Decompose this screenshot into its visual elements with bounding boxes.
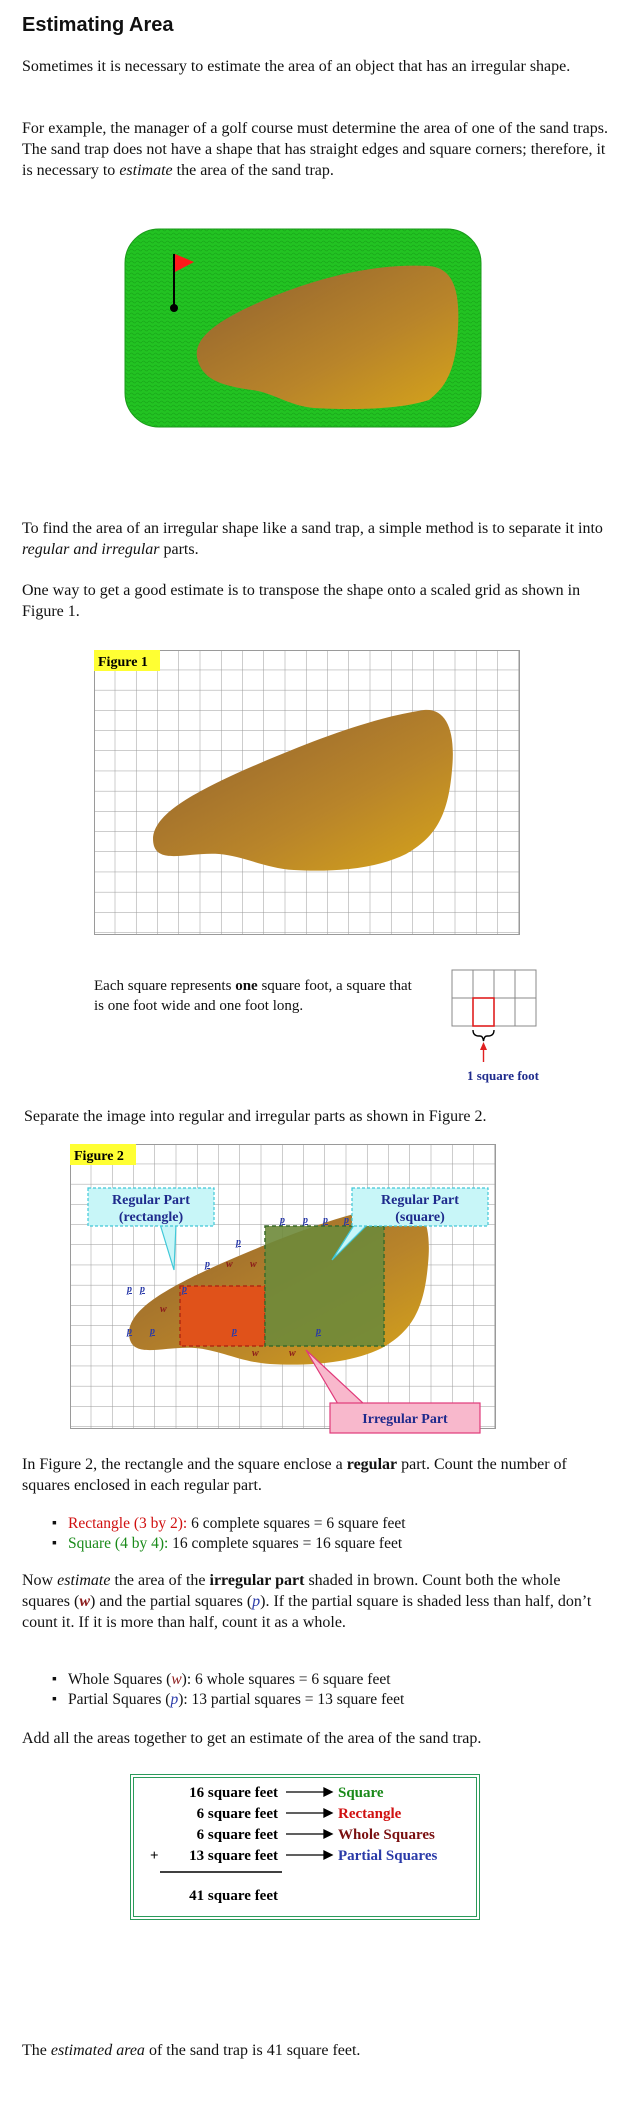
regular-item-rectangle: ▪ Rectangle (3 by 2): 6 complete squares = 6 square feet <box>68 1514 406 1534</box>
p-mark: p <box>182 1284 187 1295</box>
regular-rectangle <box>180 1286 265 1346</box>
arrow-up-icon <box>480 1042 487 1050</box>
p-mark: p <box>323 1215 328 1226</box>
regular-paragraph: In Figure 2, the rectangle and the square enclose a regular part. Count the number of squares enclosed in each regular part. <box>22 1456 567 1494</box>
callout-rectangle-line1: Regular Part <box>112 1193 190 1208</box>
example-paragraph: For example, the manager of a golf course must determine the area of one of the sand traps. The sand trap does not have a shape that has straight edges and square corners; therefore, it is necessary to estimate the area of the sand trap. <box>22 120 609 179</box>
sum-label-rectangle: Rectangle <box>338 1806 402 1822</box>
callout-square-line1: Regular Part <box>381 1193 459 1208</box>
sum-value-partial: 13 square feet <box>189 1848 278 1864</box>
callout-square-line2: (square) <box>395 1210 445 1225</box>
figure-2-label: Figure 2 <box>74 1149 124 1164</box>
callout-rectangle-line2: (rectangle) <box>118 1210 184 1225</box>
intro-paragraph: Sometimes it is necessary to estimate the area of an object that has an irregular shape. <box>22 58 571 75</box>
w-mark: w <box>289 1348 296 1359</box>
p-mark: p <box>150 1326 155 1337</box>
sum-value-whole: 6 square feet <box>196 1827 278 1843</box>
arrow-right-icon <box>324 1809 332 1817</box>
regular-item-square: ▪ Square (4 by 4): 16 complete squares = 16 square feet <box>68 1534 402 1554</box>
figure-1 <box>94 650 520 938</box>
w-mark: w <box>226 1259 233 1270</box>
sum-value-rectangle: 6 square feet <box>196 1806 278 1822</box>
highlighted-square <box>473 998 494 1026</box>
square-note: Each square represents one square foot, a square that is one foot wide and one foot long. <box>94 978 412 1014</box>
golf-course-illustration <box>124 228 482 428</box>
p-mark: p <box>127 1284 132 1295</box>
arrow-right-icon <box>324 1788 332 1796</box>
irregular-item-partial: ▪ Partial Squares (p): 13 partial squares = 13 square feet <box>68 1690 404 1710</box>
p-mark: p <box>236 1237 241 1248</box>
separate-paragraph: Separate the image into regular and irregular parts as shown in Figure 2. <box>24 1108 487 1125</box>
p-mark: p <box>303 1215 308 1226</box>
grid-intro-paragraph: One way to get a good estimate is to transpose the shape onto a scaled grid as shown in Figure 1. <box>22 582 581 620</box>
plus-sign: + <box>150 1848 159 1864</box>
arrow-right-icon <box>324 1851 332 1859</box>
p-mark: p <box>280 1215 285 1226</box>
conclusion-paragraph: The estimated area of the sand trap is 41 square feet. <box>22 2042 361 2059</box>
sum-label-whole: Whole Squares <box>338 1827 435 1843</box>
method-paragraph: To find the area of an irregular shape like a sand trap, a simple method is to separate it into regular and irregular parts. <box>22 520 603 558</box>
irregular-item-whole: ▪ Whole Squares (w): 6 whole squares = 6 square feet <box>68 1670 391 1690</box>
sum-table <box>130 1774 480 1920</box>
callout-irregular-label: Irregular Part <box>362 1412 448 1427</box>
sum-value-square: 16 square feet <box>189 1785 278 1801</box>
add-paragraph: Add all the areas together to get an estimate of the area of the sand trap. <box>22 1730 482 1747</box>
p-mark: p <box>316 1326 321 1337</box>
arrow-icons <box>286 1788 332 1859</box>
unit-square-caption: 1 square foot <box>467 1068 539 1083</box>
p-mark: p <box>344 1215 349 1226</box>
figure-2 <box>70 1144 500 1444</box>
p-mark: p <box>232 1326 237 1337</box>
brace-icon <box>473 1030 494 1041</box>
page-title: Estimating Area <box>22 14 174 36</box>
figure-1-label: Figure 1 <box>98 655 148 670</box>
sum-total: 41 square feet <box>189 1888 278 1904</box>
p-mark: p <box>140 1284 145 1295</box>
arrow-right-icon <box>324 1830 332 1838</box>
w-mark: w <box>252 1348 259 1359</box>
regular-square <box>265 1226 384 1346</box>
irregular-paragraph: Now estimate the area of the irregular part shaded in brown. Count both the whole squares (w) and the partial squares (p). If the partial square is shaded less than half, don’t count it. If it is more than half, count it as a whole. <box>22 1572 592 1631</box>
hole-icon <box>170 304 178 312</box>
p-mark: p <box>205 1259 210 1270</box>
sum-label-partial: Partial Squares <box>338 1848 438 1864</box>
w-mark: w <box>250 1259 257 1270</box>
p-mark: p <box>127 1326 132 1337</box>
sum-label-square: Square <box>338 1785 384 1801</box>
w-mark: w <box>160 1304 167 1315</box>
